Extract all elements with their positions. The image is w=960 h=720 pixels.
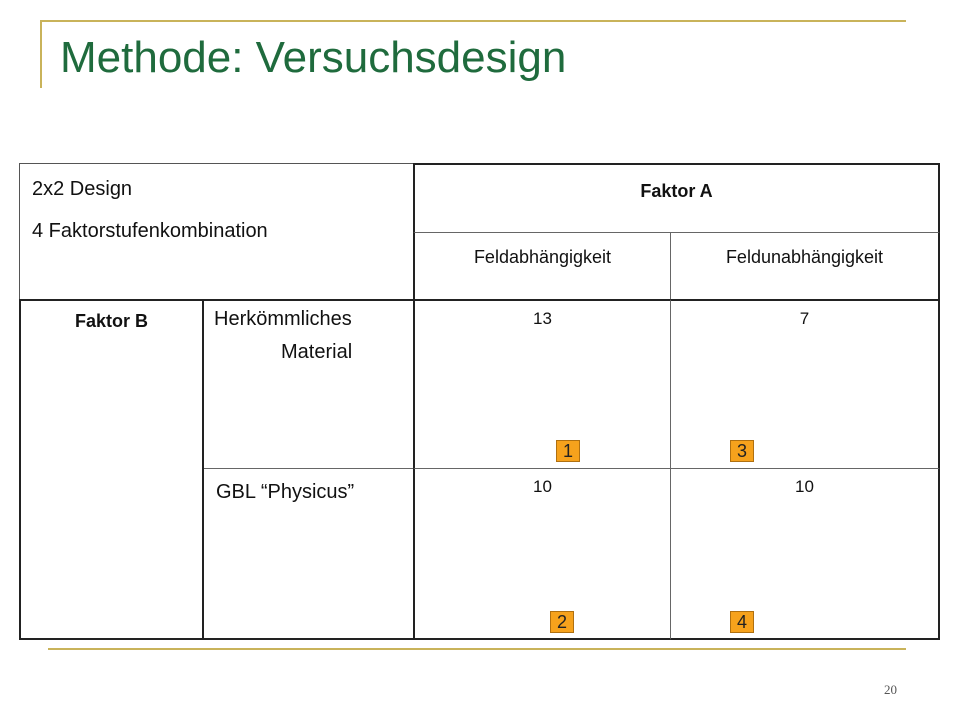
factor-b-level-2-header — [204, 469, 413, 640]
decor-bottom-line — [48, 648, 906, 650]
cell-value: 10 — [533, 477, 552, 496]
factor-a-header — [413, 163, 940, 233]
factor-b-header — [19, 299, 204, 640]
design-description-cell — [19, 163, 413, 299]
decor-vertical-line — [40, 20, 42, 88]
factor-b-label: Faktor B — [74, 311, 148, 331]
cell-b2-a2 — [671, 469, 940, 640]
factor-a-level-1-label: Feldabhängigkeit — [473, 247, 612, 267]
cell-number-badge-1: 1 — [556, 440, 580, 462]
page-number: 20 — [884, 682, 897, 697]
factor-a-level-2-label: Feldunabhängigkeit — [725, 247, 884, 267]
cell-value: 7 — [799, 309, 810, 328]
design-type: 2x2 Design — [32, 178, 133, 200]
factor-b-level-1-header — [204, 299, 413, 469]
slide-title: Methode: Versuchsdesign — [60, 33, 567, 82]
factor-a-label: Faktor A — [640, 181, 713, 201]
factor-b-level-1-line2: Material — [281, 341, 353, 363]
cell-value: 10 — [795, 477, 814, 496]
cell-b1-a1 — [413, 299, 671, 469]
cell-number-badge-3: 3 — [730, 440, 754, 462]
factor-b-level-2-label: GBL “Physicus” — [216, 481, 355, 503]
cell-b1-a2 — [671, 299, 940, 469]
design-combinations: 4 Faktorstufenkombination — [32, 220, 268, 242]
cell-number-badge-4: 4 — [730, 611, 754, 633]
cell-number-badge-2: 2 — [550, 611, 574, 633]
factor-a-level-2-header — [671, 233, 940, 299]
decor-top-line — [40, 20, 906, 22]
factor-a-level-1-header — [413, 233, 671, 299]
cell-b2-a1 — [413, 469, 671, 640]
cell-value: 13 — [533, 309, 552, 328]
factor-b-level-1-line1: Herkömmliches — [214, 308, 352, 330]
